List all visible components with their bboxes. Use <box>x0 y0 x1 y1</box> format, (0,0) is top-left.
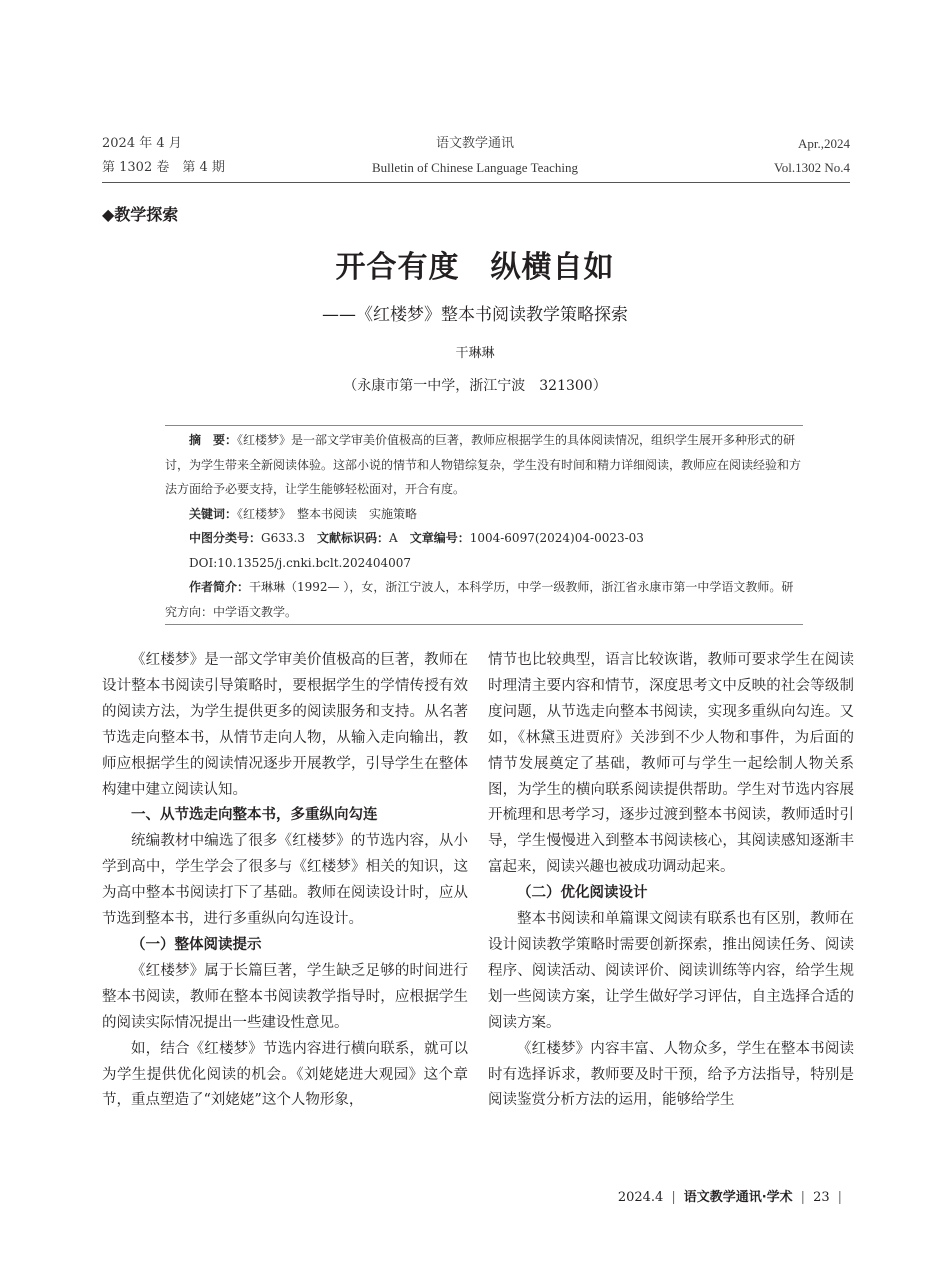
body-paragraph: 《红楼梦》内容丰富、人物众多，学生在整本书阅读时有选择诉求，教师要及时干预，给予方法指导，特别是阅读鉴赏分析方法的运用，能够给学生 <box>488 1040 854 1109</box>
keywords-label: 关键词： <box>189 506 238 521</box>
header-date-cn: 2024 年 4 月 <box>102 136 182 151</box>
article-subtitle: ——《红楼梦》整本书阅读教学策略探索 <box>322 305 628 325</box>
abstract-bottom-rule <box>165 624 803 625</box>
keywords-line <box>165 502 803 527</box>
header-date-en: Apr.,2024 <box>798 136 850 151</box>
doc-code-value: A <box>389 531 398 545</box>
body-paragraph: 《红楼梦》属于长篇巨著，学生缺乏足够的时间进行整本书阅读，教师在整本书阅读教学指导时，应根据学生的阅读实际情况提出一些建设性意见。 <box>102 962 468 1031</box>
bio-label: 作者简介： <box>189 580 250 594</box>
header-rule <box>102 182 850 183</box>
author-bio <box>165 575 803 624</box>
header-journal-en: Bulletin of Chinese Language Teaching <box>371 160 579 175</box>
footer-issue: 2024.4 <box>617 1190 664 1205</box>
body-paragraph: 整本书阅读和单篇课文阅读有联系也有区别，教师在设计阅读教学策略时需要创新探索，推出阅读任务、阅读程序、阅读活动、阅读评价、阅读训练等内容，给学生规划一些阅读方案，让学生做好学习评估，自主选择合适的阅读方案。 <box>488 911 854 1031</box>
body-left-column <box>102 648 468 1114</box>
doi-line: DOI:10.13525/j.cnki.bclt.202404007 <box>189 555 412 570</box>
footer-separator: | <box>800 1190 806 1205</box>
body-paragraph: 如，结合《红楼梦》节选内容进行横向联系，就可以为学生提供优化阅读的机会。《刘姥姥进大观园》这个章节，重点塑造了“刘姥姥”这个人物形象， <box>102 1040 468 1109</box>
bio-text: 干琳琳（1992— ），女，浙江宁波人，本科学历，中学一级教师，浙江省永康市第一中学语文教师。研究方向：中学语文教学。 <box>165 580 794 619</box>
clc-value: G633.3 <box>261 531 305 545</box>
article-no-label: 文章编号： <box>409 531 470 545</box>
section-heading-1: 一、从节选走向整本书，多重纵向勾连 <box>131 807 378 824</box>
body-right-column <box>488 648 854 1114</box>
header-volume-cn: 第 1302 卷 第 4 期 <box>102 160 225 175</box>
page-number: 23 <box>813 1190 830 1205</box>
footer-separator: | <box>837 1190 842 1205</box>
footer-journal: 语文教学通讯·学术 <box>683 1190 793 1205</box>
body-paragraph: 《红楼梦》是一部文学审美价值极高的巨著，教师在设计整本书阅读引导策略时，要根据学生的学情传授有效的阅读方法，为学生提供更多的阅读服务和支持。从名著节选走向整本书，从情节走向人物，从输入走向输出，教师应根据学生的阅读情况逐步开展教学，引导学生在整体构建中建立阅读认知。 <box>102 652 468 798</box>
classification-line <box>165 526 803 551</box>
subsection-heading-1: （一）整体阅读提示 <box>131 936 262 953</box>
header-journal-cn: 语文教学通讯 <box>435 136 514 151</box>
author-affiliation: （永康市第一中学，浙江宁波 321300） <box>343 378 607 394</box>
footer-separator: | <box>671 1190 676 1205</box>
article-no-value: 1004-6097(2024)04-0023-03 <box>469 531 644 545</box>
keywords-text: 《红楼梦》 整本书阅读 实施策略 <box>237 506 418 521</box>
abstract-label: 摘 要： <box>189 433 238 447</box>
body-paragraph: 情节也比较典型，语言比较诙谐，教师可要求学生在阅读时理清主要内容和情节，深度思考文中反映的社会等级制度问题，从节选走向整本书阅读，实现多重纵向勾连。又如，《林黛玉进贾府》关涉到不少人物和事件，为后面的情节发展奠定了基础，教师可与学生一起绘制人物关系图，为学生的横向联系阅读提供帮助。学生对节选内容展开梳理和思考学习，逐步过渡到整本书阅读，教师适时引导，学生慢慢进入到整本书阅读核心，其阅读感知逐渐丰富起来，阅读兴趣也被成功调动起来。 <box>488 652 854 876</box>
body-paragraph: 统编教材中编选了很多《红楼梦》的节选内容，从小学到高中，学生学会了很多与《红楼梦》相关的知识，这为高中整本书阅读打下了基础。教师在阅读设计时，应从节选到整本书，进行多重纵向勾连设计。 <box>102 833 468 928</box>
abstract-block <box>165 428 803 624</box>
page-footer <box>618 1186 850 1205</box>
section-tag: ◆教学探索 <box>102 205 179 224</box>
doc-code-label: 文献标识码： <box>316 531 389 545</box>
clc-label: 中图分类号： <box>189 531 262 545</box>
author-name: 干琳琳 <box>455 346 495 361</box>
abstract-paragraph <box>165 428 803 502</box>
header-volume-en: Vol.1302 No.4 <box>774 160 850 175</box>
subsection-heading-2: （二）优化阅读设计 <box>517 885 648 902</box>
article-title: 开合有度 纵横自如 <box>335 250 615 285</box>
abstract-top-rule <box>165 425 803 426</box>
abstract-text: 《红楼梦》是一部文学审美价值极高的巨著，教师应根据学生的具体阅读情况，组织学生展开多种形式的研讨，为学生带来全新阅读体验。这部小说的情节和人物错综复杂，学生没有时间和精力详细阅读，教师应在阅读经验和方法方面给予必要支持，让学生能够轻松面对，开合有度。 <box>165 433 802 496</box>
